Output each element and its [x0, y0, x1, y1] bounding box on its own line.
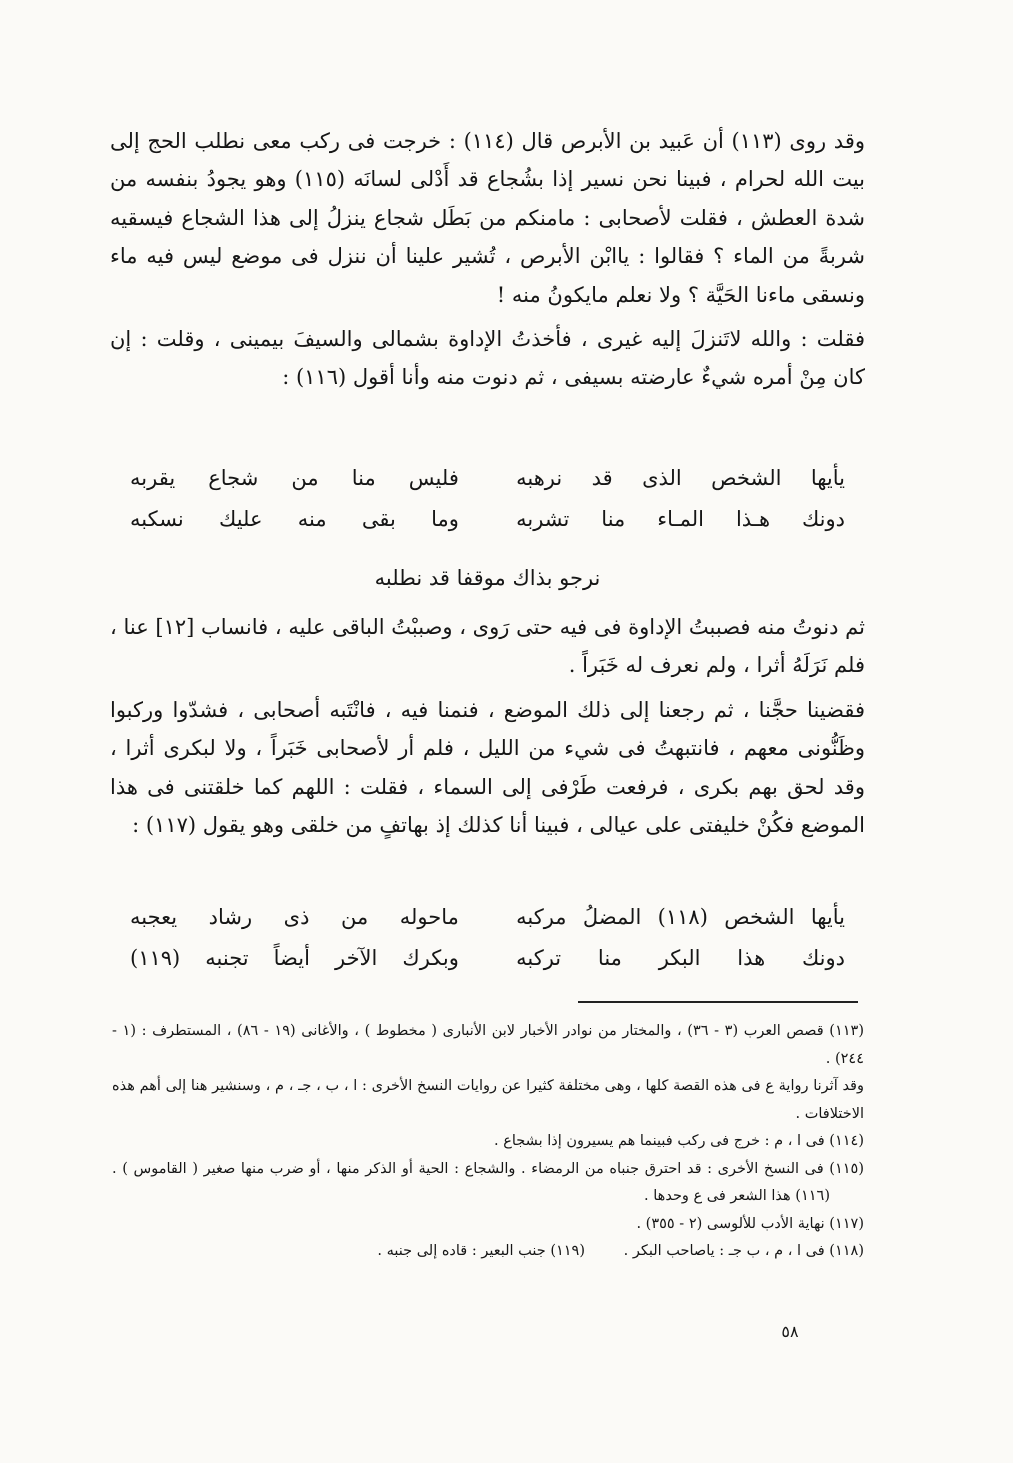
paragraph: وقد روى (١١٣) أن عَبيد بن الأبرص قال (١١٤) : خرجت فى ركب معى نطلب الحج إلى بيت الله لحرام ، فبينا نحن نسير إذا بشُجاع قد أَدْلى لسانَه (١١٥) وهو يجودُ بنفسه من شدة العطش ، فقلت لأصحابى : مامنكم من بَطَل شجاع ينزلُ إلى هذا الشجاع فيسقيه شربةً من الماء ؟ فقالوا : ياابْن الأبرص ، تُشير علينا أن ننزل فى موضع ليس فيه ماء ونسقى ماءنا الحَيَّة ؟ ولا نعلم مايكونُ منه !	[110, 129, 866, 307]
paragraph: ثم دنوتُ منه فصببتُ الإداوة فى فيه حتى رَوى ، وصببْتُ الباقى عليه ، فانساب [١٢] عنا ، فلم نَرَلَهُ أثرا ، ولم نعرف له خَبَراً .	[110, 615, 865, 678]
footnote: (١١٣) قصص العرب (٣ - ٣٦) ، والمختار من نوادر الأخبار لابن الأنبارى ( مخطوط ) ، والأغانى (١٩ - ٨٦) ، المستطرف : (١ - ٢٤٤) .	[112, 1023, 864, 1067]
verse-hemistich: وبكرك الآخر أيضاً تجنبه (١١٩)	[130, 945, 459, 970]
poem-block-1	[130, 457, 845, 539]
poem-block-2	[130, 896, 845, 978]
verse-hemistich: وما بقى منه عليك نسكبه	[130, 506, 459, 531]
verse-line	[130, 457, 845, 498]
footnote: (١١٧) نهاية الأدب للألوسى (٢ - ٣٥٥) .	[636, 1215, 864, 1232]
verse-hemistich: دونك هذا البكر منا تركبه	[516, 945, 845, 970]
verse-hemistich: دونك هـذا المـاء منا تشربه	[516, 506, 845, 531]
footnote-text: (١١٩) جنب البعير : قاده إلى جنبه .	[377, 1243, 586, 1259]
verse-hemistich: ماحوله من ذى رشاد يعجبه	[130, 904, 459, 929]
footnote-text: (١١٨) فى ا ، م ، ب جـ : ياصاحب البكر .	[623, 1243, 864, 1259]
main-text-lower	[110, 608, 865, 844]
verse-hemistich: يأيها الشخص (١١٨) المضلُ مركبه	[516, 904, 845, 929]
footnote-separator	[578, 1001, 858, 1003]
verse-line	[130, 498, 845, 539]
footnote: وقد آثرنا رواية ع فى هذه القصة كلها ، وهى مختلفة كثيرا عن روايات النسخ الأخرى : ا ، ب ، جـ ، م ، وسنشير هنا إلى أهم هذه الاختلافات .	[112, 1078, 864, 1122]
footnote	[112, 1238, 864, 1266]
main-text-upper	[110, 122, 865, 397]
footnote	[112, 1156, 864, 1211]
verse-single: نرجو بذاك موقفا قد نطلبه	[374, 566, 601, 590]
paragraph: فقلت : والله لاتَنزلَ إليه غيرى ، فأخذتُ الإداوة بشمالى والسيفَ بيمينى ، وقلت : إن كان مِنْ أمره شيءٌ عارضته بسيفى ، ثم دنوت منه وأنا أقول (١١٦) :	[110, 327, 865, 390]
footnote-text: (١١٦) هذا الشعر فى ع وحدها .	[644, 1188, 830, 1204]
footnote-text: (١١٥) فى النسخ الأخرى : قد احترق جنباه من الرمضاء . والشجاع : الحية أو الذكر منها ، أو ضرب منها صغير ( القاموس ) .	[112, 1160, 864, 1177]
footnote: (١١٤) فى ا ، م : خرج فى ركب فبينما هم يسيرون إذا بشجاع .	[494, 1133, 864, 1149]
verse-line	[130, 896, 845, 937]
verse-hemistich: يأيها الشخص الذى قد نرهبه	[516, 465, 845, 490]
paragraph: فقضينا حجَّنا ، ثم رجعنا إلى ذلك الموضع ، فنمنا فيه ، فانْتَبه أصحابى ، فشدّوا وركبوا وظَنُّونى معهم ، فانتبهتُ فى شيء من الليل ، فلم أر لأصحابى خَبَراً ، ولا لبكرى أثرا ، وقد لحق بهم بكرى ، فرفعت طَرْفى إلى السماء ، فقلت : اللهم كما خلقتنى فى هذا الموضع فكُنْ خليفتى على عيالى ، فبينا أنا كذلك إذ بهاتفٍ من خلقى وهو يقول (١١٧) :	[110, 697, 865, 838]
page-number: ٥٨	[781, 1322, 799, 1341]
verse-line	[130, 937, 845, 978]
footnotes	[112, 1018, 864, 1266]
verse-hemistich: فليس منا من شجاع يقربه	[130, 465, 459, 490]
